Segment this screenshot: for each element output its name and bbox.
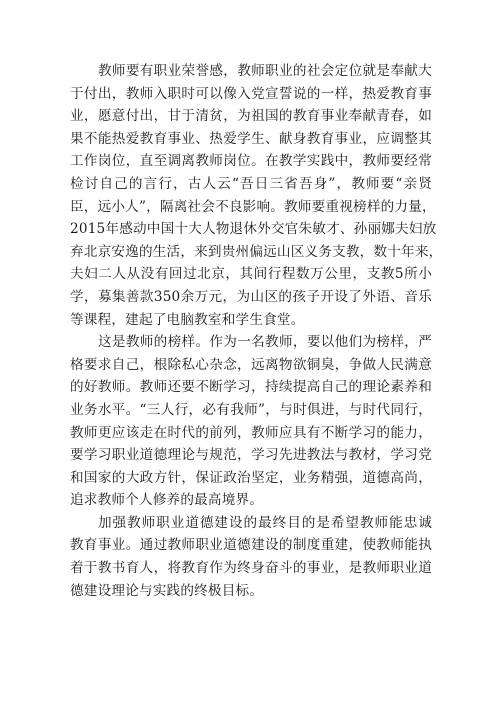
text-line: 检讨自己的言行，古人云“吾日三省吾身”，教师要“亲贤 [70, 175, 432, 192]
text-line: 教师要有职业荣誉感，教师职业的社会定位就是奉献大 [98, 63, 432, 79]
text-line: 业务水平。“三人行，必有我师”，与时俱进，与时代同行， [70, 401, 432, 418]
text-line: 要学习职业道德理论与规范，学习先进教法与教材，学习党 [70, 447, 432, 464]
document-page [70, 60, 443, 602]
text-line: 追求教师个人修养的最高境界。 [70, 492, 264, 509]
text-line: 着于教书育人，将教育作为终身奋斗的事业，是教师职业道 [70, 560, 432, 577]
text-line: 学，募集善款350余万元，为山区的孩子开设了外语、音乐 [70, 288, 432, 305]
paragraph-3 [70, 512, 432, 602]
text-line: 业，愿意付出，甘于清贫，为祖国的教育事业奉献青春，如 [70, 108, 432, 125]
paragraph-1 [70, 60, 443, 331]
text-line: 夫妇二人从没有回过北京，其间行程数万公里，支教5所小 [70, 266, 432, 283]
text-line: 和国家的大政方针，保证政治坚定，业务精强，道德高尚， [70, 469, 432, 486]
text-line: 教育事业。通过教师职业道德建设的制度重建，使教师能执 [70, 537, 432, 554]
text-line: 这是教师的榜样。作为一名教师，要以他们为榜样，严 [98, 334, 432, 351]
paragraph-2 [70, 331, 432, 512]
text-line: 工作岗位，直至调离教师岗位。在教学实践中，教师要经常 [70, 153, 432, 170]
text-line: 等课程，建起了电脑教室和学生食堂。 [70, 311, 305, 328]
text-line: 弃北京安逸的生活，来到贵州偏远山区义务支教，数十年来， [70, 243, 443, 260]
text-line: 格要求自己，根除私心杂念，远离物欲铜臭，争做人民满意 [70, 356, 432, 373]
text-line: 教师更应该走在时代的前列，教师应具有不断学习的能力， [70, 424, 432, 441]
text-line: 的好教师。教师还要不断学习，持续提高自己的理论素养和 [70, 379, 432, 396]
text-line: 果不能热爱教育事业、热爱学生、献身教育事业，应调整其 [70, 130, 432, 147]
text-line: 加强教师职业道德建设的最终目的是希望教师能忠诚 [98, 514, 432, 531]
text-line: 2015年感动中国十大人物退休外交官朱敏才、孙丽娜夫妇放 [70, 221, 437, 238]
text-line: 臣，远小人”，隔离社会不良影响。教师要重视榜样的力量， [70, 198, 436, 215]
text-line: 于付出，教师入职时可以像入党宣誓说的一样，热爱教育事 [70, 85, 432, 102]
text-line: 德建设理论与实践的终极目标。 [70, 582, 264, 599]
